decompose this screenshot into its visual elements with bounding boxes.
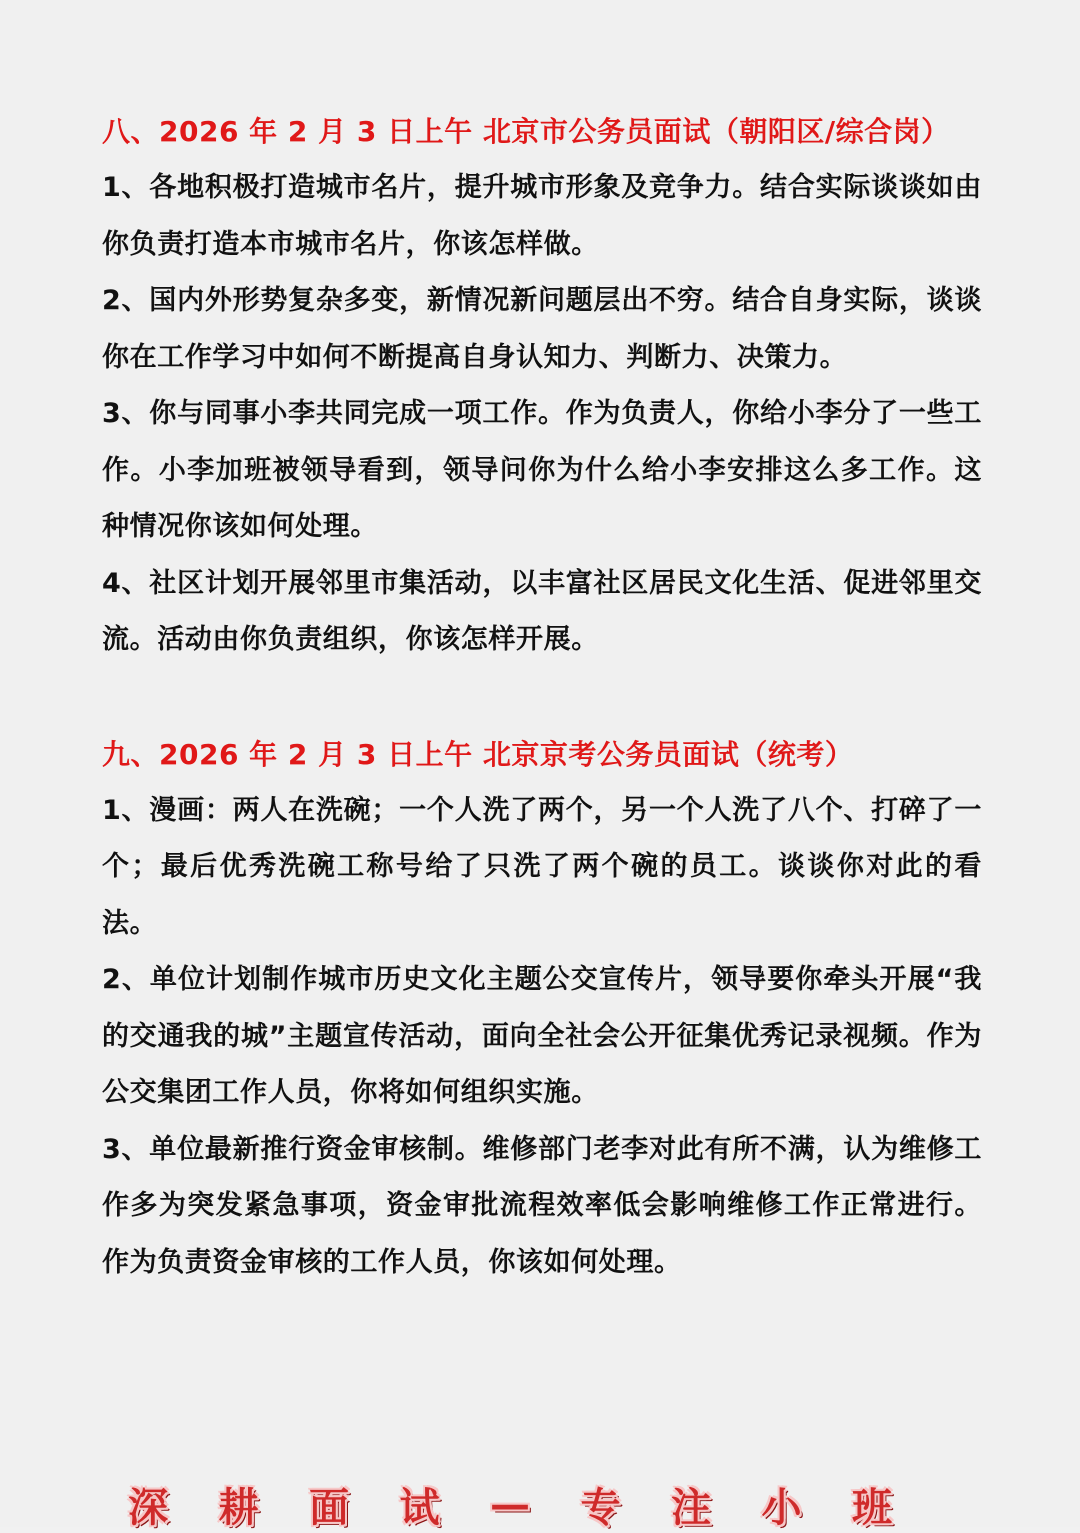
section-9 <box>102 727 982 1292</box>
footer-char: 专 <box>580 1483 621 1531</box>
section-heading: 九、2026 年 2 月 3 日上午 北京京考公务员面试（统考） <box>102 737 854 771</box>
footer-char: 面 <box>309 1483 349 1531</box>
footer-char: 班 <box>852 1483 892 1531</box>
question-item: 3、单位最新推行资金审核制。维修部门老李对此有所不满，认为维修工作多为突发紧急事项，资金审批流程效率低会影响维修工作正常进行。作为负责资金审核的工作人员，你该如何处理。 <box>102 1133 982 1278</box>
question-item: 2、单位计划制作城市历史文化主题公交宣传片，领导要你牵头开展“我的交通我的城”主题宣传活动，面向全社会公开征集优秀记录视频。作为公交集团工作人员，你将如何组织实施。 <box>102 964 982 1108</box>
footer-char: — <box>490 1480 530 1528</box>
footer-slogan <box>120 1476 900 1532</box>
question-item: 1、各地积极打造城市名片，提升城市形象及竞争力。结合实际谈谈如由你负责打造本市城市名片，你该怎样做。 <box>102 172 982 260</box>
footer-char: 小 <box>761 1483 802 1531</box>
footer-char: 注 <box>671 1483 711 1531</box>
question-item: 2、国内外形势复杂多变，新情况新问题层出不穷。结合自身实际，谈谈你在工作学习中如何不断提高自身认知力、判断力、决策力。 <box>102 285 982 373</box>
content-area <box>102 104 982 1291</box>
footer-char: 试 <box>399 1483 440 1531</box>
footer-char: 深 <box>128 1483 168 1531</box>
section-heading: 八、2026 年 2 月 3 日上午 北京市公务员面试（朝阳区/综合岗） <box>102 115 950 148</box>
question-item: 4、社区计划开展邻里市集活动，以丰富社区居民文化生活、促进邻里交流。活动由你负责组织，你该怎样开展。 <box>102 567 982 655</box>
section-8 <box>102 104 982 669</box>
question-item: 3、你与同事小李共同完成一项工作。作为负责人，你给小李分了一些工作。小李加班被领导看到，领导问你为什么给小李安排这么多工作。这种情况你该如何处理。 <box>102 398 982 542</box>
footer-char: 耕 <box>218 1483 259 1531</box>
question-item: 1、漫画：两人在洗碗；一个人洗了两个，另一个人洗了八个、打碎了一个；最后优秀洗碗工称号给了只洗了两个碗的员工。谈谈你对此的看法。 <box>102 794 982 939</box>
